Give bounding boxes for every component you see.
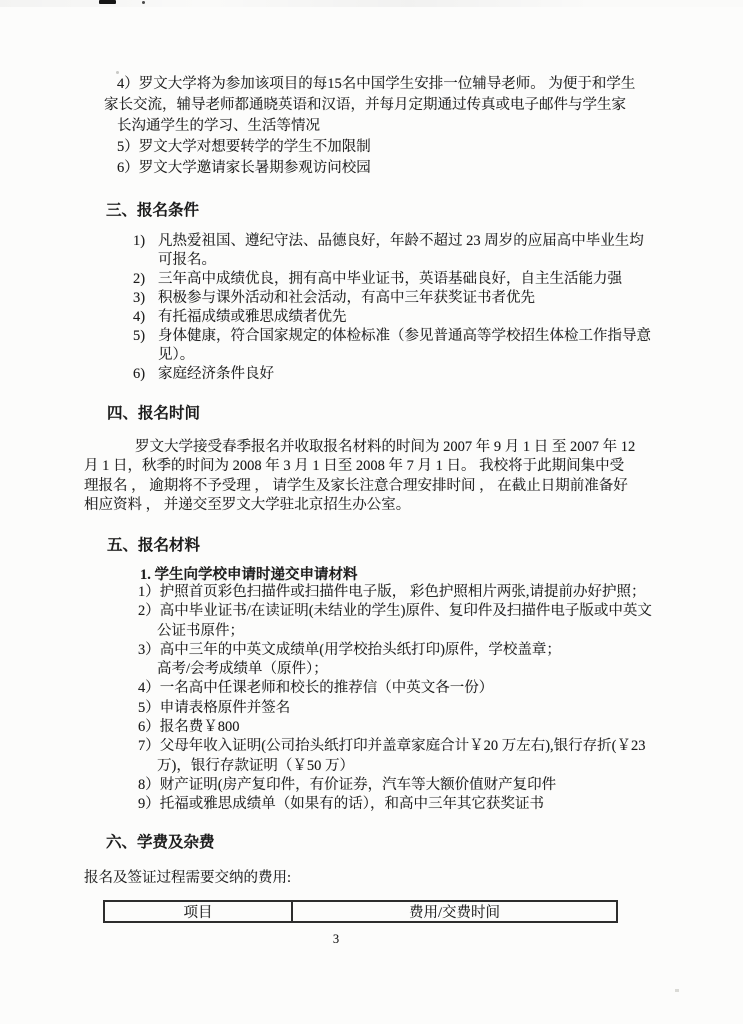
list-item xyxy=(133,232,651,270)
section-heading-3: 三、报名条件 xyxy=(106,202,200,219)
list-item: 6）罗文大学邀请家长暑期参观访问校园 xyxy=(117,160,371,176)
scan-artifact-speck xyxy=(142,1,145,4)
list-item: 9）托福或雅思成绩单（如果有的话），和高中三年其它获奖证书 xyxy=(138,796,544,813)
list-item-text: 见）。 xyxy=(158,347,195,363)
list-item: 5）罗文大学对想要转学的学生不加限制 xyxy=(117,139,371,155)
list-item-wrap: 家长交流，辅导老师都通晓英语和汉语，并每月定期通过传真或电子邮件与学生家 xyxy=(104,97,626,113)
list-item xyxy=(133,365,651,384)
section5-list xyxy=(138,583,652,815)
fee-table xyxy=(103,900,618,923)
list-item-wrap: 万)，银行存款证明（￥50 万） xyxy=(157,757,354,774)
fee-table-header-cost: 费用/交费时间 xyxy=(408,905,501,921)
list-item-text: 家庭经济条件良好 xyxy=(158,366,274,382)
list-item: 4）罗文大学将为参加该项目的每15名中国学生安排一位辅导老师。 为便于和学生 xyxy=(117,76,636,92)
list-number: 4) xyxy=(133,309,146,325)
list-item: 7）父母年收入证明(公司抬头纸打印并盖章家庭合计￥20 万左右),银行存折(￥23 xyxy=(138,738,646,755)
list-item: 4）一名高中任课老师和校长的推荐信（中英文各一份） xyxy=(138,680,494,697)
intro-list xyxy=(104,74,635,179)
list-number: 3) xyxy=(133,290,146,306)
list-item: 2）高中毕业证书/在读证明(未结业的学生)原件、复印件及扫描件电子版或中英文 xyxy=(138,603,652,620)
paragraph-line: 相应资料 ， 并递交至罗文大学驻北京招生办公室。 xyxy=(84,497,411,514)
list-item-wrap: 公证书原件； xyxy=(157,622,244,639)
fee-table-header-item: 项目 xyxy=(105,902,293,921)
fee-intro-text: 报名及签证过程需要交纳的费用: xyxy=(84,870,292,886)
list-item xyxy=(133,289,651,308)
list-number: 6) xyxy=(133,366,146,382)
scan-artifact-speck xyxy=(675,989,679,992)
list-item-text: 身体健康，符合国家规定的体检标准（参见普通高等学校招生体检工作指导意 xyxy=(158,328,651,344)
list-item: 8）财产证明(房产复印件，有价证券，汽车等大额价值财产复印件 xyxy=(138,776,557,793)
list-number: 2) xyxy=(133,271,146,287)
list-item-wrap: 长沟通学生的学习、生活等情况 xyxy=(117,118,320,134)
list-item-text: 有托福成绩或雅思成绩者优先 xyxy=(158,309,347,325)
section-heading-4: 四、报名时间 xyxy=(107,405,201,422)
paragraph-line: 罗文大学接受春季报名并收取报名材料的时间为 2007 年 9 月 1 日 至 2007 年 12 xyxy=(135,439,636,455)
list-item: 6）报名费￥800 xyxy=(138,719,240,736)
list-item xyxy=(133,308,651,327)
scan-artifact-dash xyxy=(99,0,116,4)
section-heading-5: 五、报名材料 xyxy=(107,537,201,554)
section3-list xyxy=(133,232,651,384)
list-item-text: 可报名。 xyxy=(158,252,216,268)
list-item: 3）高中三年的中英文成绩单(用学校抬头纸打印)原件，学校盖章； xyxy=(138,641,561,658)
list-item-text: 凡热爱祖国、遵纪守法、品德良好，年龄不超过 23 周岁的应届高中毕业生均 xyxy=(158,233,644,249)
list-item-wrap: 高考/会考成绩单（原件）； xyxy=(157,661,328,678)
paragraph-line: 理报名 ， 逾期将不予受理 ， 请学生及家长注意合理安排时间 ， 在截止日期前准备好 xyxy=(84,477,628,494)
list-item: 5）申请表格原件并签名 xyxy=(138,699,291,716)
page-number: 3 xyxy=(332,932,340,946)
list-item-text: 三年高中成绩优良，拥有高中毕业证书，英语基础良好，自主生活能力强 xyxy=(158,271,622,287)
list-item xyxy=(133,327,651,365)
list-number: 1) xyxy=(133,233,146,249)
section-heading-6: 六、学费及杂费 xyxy=(106,834,215,851)
list-number: 5) xyxy=(133,328,146,344)
paragraph-line: 月 1 日，秋季的时间为 2008 年 3 月 1 日至 2008 年 7 月 1 日。 我校将于此期间集中受 xyxy=(84,458,625,475)
section5-subheading: 1. 学生向学校申请时递交申请材料 xyxy=(140,567,358,583)
list-item xyxy=(133,270,651,289)
section4-paragraph xyxy=(84,438,635,516)
list-item: 1）护照首页彩色扫描件或扫描件电子版， 彩色护照相片两张,请提前办好护照； xyxy=(138,584,646,600)
list-item-text: 积极参与课外活动和社会活动，有高中三年获奖证书者优先 xyxy=(158,290,535,306)
